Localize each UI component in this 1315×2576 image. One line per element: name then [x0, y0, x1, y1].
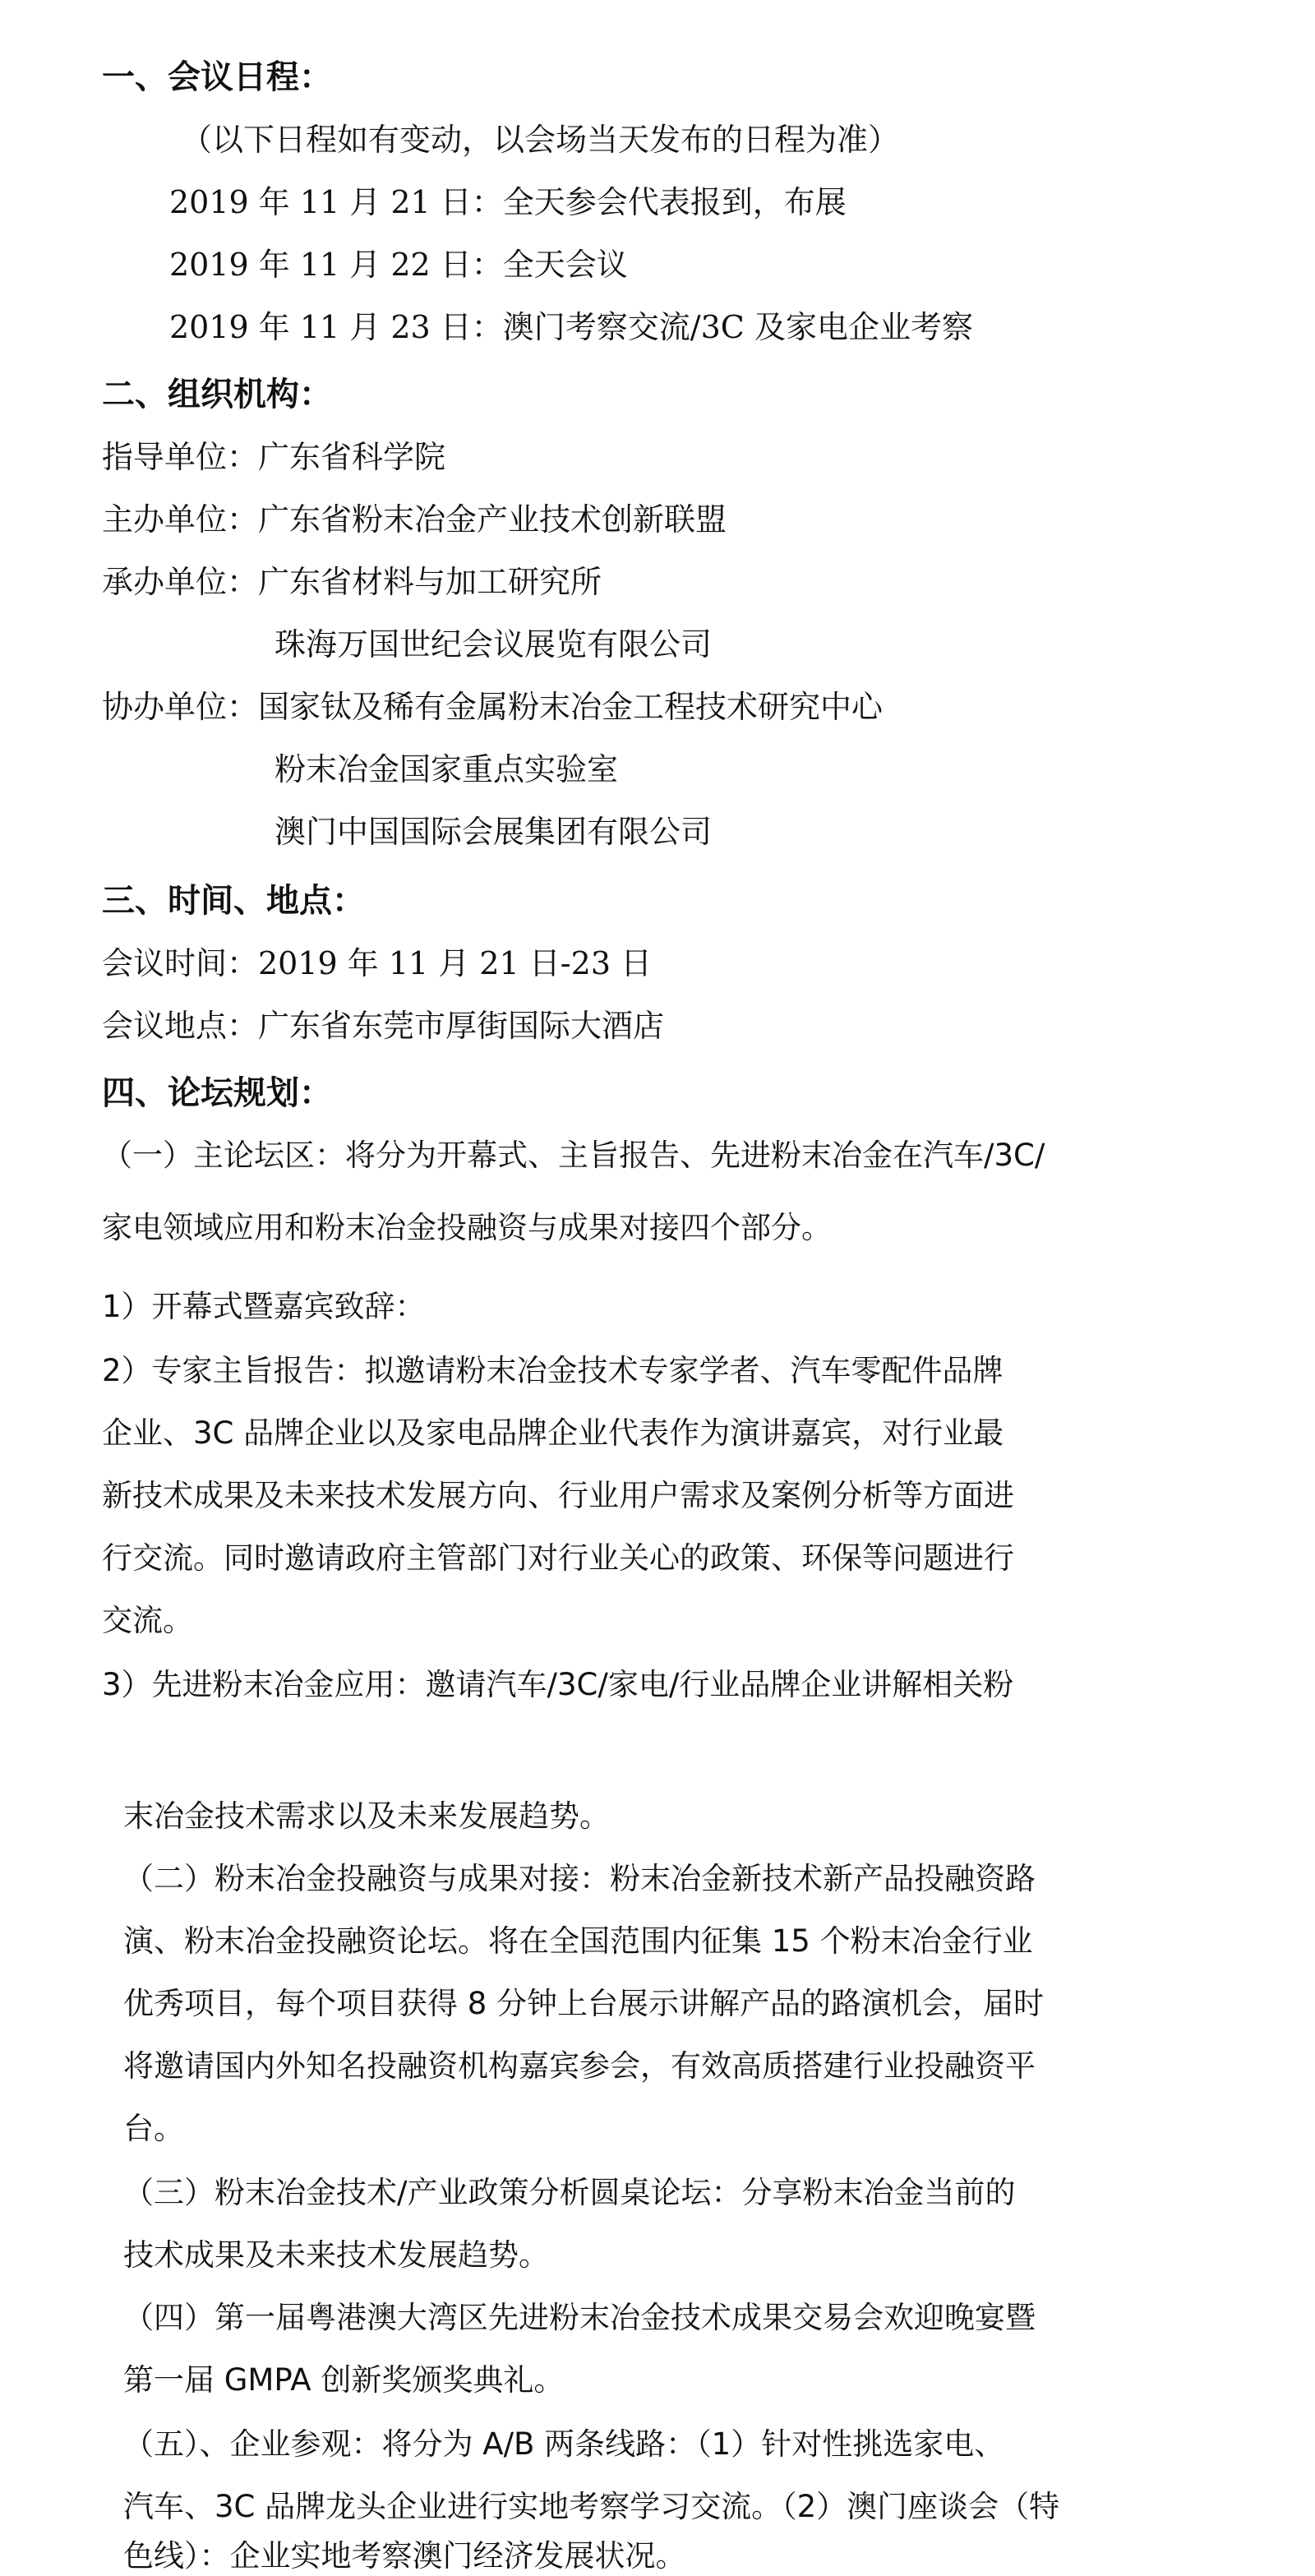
org-co-organizer-3: 澳门中国国际会展集团有限公司	[275, 814, 713, 850]
forum-sub-4-b: 第一届 GMPA 创新奖颁奖典礼。	[123, 2362, 565, 2398]
org-organizer: 承办单位：广东省材料与加工研究所	[102, 564, 602, 600]
org-co-organizer: 协办单位：国家钛及稀有金属粉末冶金工程技术研究中心	[102, 689, 884, 725]
forum-item-2-e: 交流。	[102, 1603, 193, 1638]
org-co-organizer-2: 粉末冶金国家重点实验室	[275, 751, 619, 787]
forum-sub-2-e: 台。	[123, 2111, 184, 2146]
forum-main-2: 家电领域应用和粉末冶金投融资与成果对接四个部分。	[102, 1210, 832, 1245]
org-guidance: 指导单位：广东省科学院	[102, 439, 446, 475]
section-heading-time-place: 三、时间、地点：	[102, 881, 365, 920]
forum-sub-3-a: （三）粉末冶金技术/产业政策分析圆桌论坛：分享粉末冶金当前的	[123, 2175, 1016, 2210]
forum-sub-5-b: 汽车、3C 品牌龙头企业进行实地考察学习交流。（2）澳门座谈会（特	[123, 2489, 1060, 2524]
forum-item-2-b: 企业、3C 品牌企业以及家电品牌企业代表作为演讲嘉宾，对行业最	[102, 1415, 1004, 1451]
forum-sub-5-c: 色线）：企业实地考察澳门经济发展状况。	[123, 2538, 686, 2574]
schedule-note: （以下日程如有变动，以会场当天发布的日程为准）	[181, 122, 900, 158]
forum-item-2-c: 新技术成果及未来技术发展方向、行业用户需求及案例分析等方面进	[102, 1478, 1014, 1513]
forum-item-3-a: 3）先进粉末冶金应用：邀请汽车/3C/家电/行业品牌企业讲解相关粉	[102, 1667, 1014, 1702]
forum-item-2-d: 行交流。同时邀请政府主管部门对行业关心的政策、环保等问题进行	[102, 1540, 1014, 1576]
forum-sub-5-a: （五）、企业参观：将分为 A/B 两条线路：（1）针对性挑选家电、	[123, 2426, 1005, 2462]
forum-item-3-b: 末冶金技术需求以及未来发展趋势。	[123, 1798, 610, 1834]
forum-main-1: （一）主论坛区：将分为开幕式、主旨报告、先进粉末冶金在汽车/3C/	[102, 1138, 1045, 1173]
forum-sub-2-a: （二）粉末冶金投融资与成果对接：粉末冶金新技术新产品投融资路	[123, 1861, 1036, 1896]
schedule-day-2: 2019 年 11 月 22 日：全天会议	[169, 247, 628, 283]
schedule-day-3: 2019 年 11 月 23 日：澳门考察交流/3C 及家电企业考察	[169, 309, 973, 345]
org-host: 主办单位：广东省粉末冶金产业技术创新联盟	[102, 501, 727, 538]
meeting-time: 会议时间：2019 年 11 月 21 日-23 日	[102, 945, 653, 981]
forum-sub-2-c: 优秀项目，每个项目获得 8 分钟上台展示讲解产品的路演机会，届时	[123, 1986, 1045, 2021]
forum-sub-2-d: 将邀请国内外知名投融资机构嘉宾参会，有效高质搭建行业投融资平	[123, 2048, 1036, 2084]
forum-item-2-a: 2）专家主旨报告：拟邀请粉末冶金技术专家学者、汽车零配件品牌	[102, 1353, 1004, 1388]
schedule-day-1: 2019 年 11 月 21 日：全天参会代表报到，布展	[169, 184, 847, 220]
forum-sub-2-b: 演、粉末冶金投融资论坛。将在全国范围内征集 15 个粉末冶金行业	[123, 1923, 1033, 1959]
section-heading-schedule: 一、会议日程：	[102, 58, 332, 96]
forum-item-1: 1）开幕式暨嘉宾致辞：	[102, 1289, 426, 1324]
meeting-place: 会议地点：广东省东莞市厚街国际大酒店	[102, 1008, 665, 1044]
section-heading-organization: 二、组织机构：	[102, 375, 332, 413]
org-organizer-2: 珠海万国世纪会议展览有限公司	[275, 626, 713, 662]
forum-sub-4-a: （四）第一届粤港澳大湾区先进粉末冶金技术成果交易会欢迎晚宴暨	[123, 2300, 1036, 2335]
section-heading-forum-plan: 四、论坛规划：	[102, 1073, 332, 1112]
forum-sub-3-b: 技术成果及未来技术发展趋势。	[123, 2237, 549, 2273]
